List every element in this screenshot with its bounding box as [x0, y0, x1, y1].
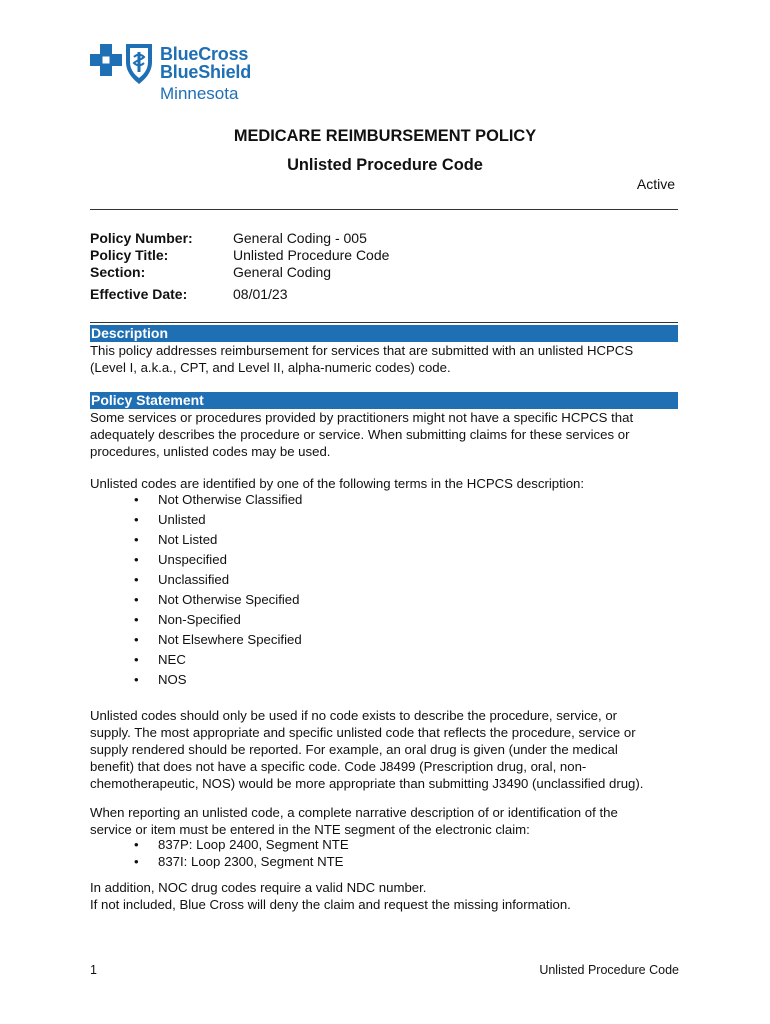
text-line: Some services or procedures provided by practitioners might not have a specific HCPCS that [90, 410, 634, 425]
list-item [90, 610, 302, 630]
text-line: supply rendered should be reported. For example, an oral drug is given (under the medical [90, 742, 618, 757]
list-item-text: Unspecified [158, 552, 227, 567]
terms-intro: Unlisted codes are identified by one of the following terms in the HCPCS description: [90, 476, 585, 491]
document-title: MEDICARE REIMBURSEMENT POLICY [233, 127, 537, 145]
policy-title-value: Unlisted Procedure Code [233, 247, 390, 263]
section-value: General Coding [233, 264, 332, 280]
logo-emblem [90, 42, 156, 86]
list-item-text: Unlisted [158, 512, 206, 527]
policy-number-value: General Coding - 005 [233, 230, 367, 246]
bullet-icon: • [134, 632, 139, 647]
brand-name-line-1: BlueCross [160, 44, 249, 64]
list-item-text: NEC [158, 652, 186, 667]
list-item [90, 530, 302, 550]
text-line: chemotherapeutic, NOS) would be more appropriate than submitting J3490 (unclassified drug). [90, 776, 644, 791]
policy-title-label: Policy Title: [90, 247, 169, 263]
list-item [90, 510, 302, 530]
list-item-text: Not Otherwise Specified [158, 592, 300, 607]
usage-paragraph [90, 707, 680, 792]
policy-statement-intro [90, 409, 680, 460]
bullet-icon: • [134, 552, 139, 567]
list-item [90, 550, 302, 570]
brand-name-line-2: BlueShield [160, 62, 252, 82]
list-item [90, 853, 349, 870]
effective-date-label: Effective Date: [90, 286, 188, 302]
shield-icon [126, 44, 152, 84]
bullet-icon: • [134, 512, 139, 527]
document-subtitle: Unlisted Procedure Code [287, 156, 483, 174]
list-item-text: 837I: Loop 2300, Segment NTE [158, 854, 344, 869]
text-line: benefit) that does not have a specific code. Code J8499 (Prescription drug, oral, non- [90, 759, 587, 774]
bullet-icon: • [134, 532, 139, 547]
text-line: supply. The most appropriate and specific unlisted code that reflects the procedure, service or [90, 725, 636, 740]
list-item-text: Non-Specified [158, 612, 241, 627]
text-line: (Level I, a.k.a., CPT, and Level II, alpha-numeric codes) code. [90, 360, 451, 375]
text-line: In addition, NOC drug codes require a valid NDC number. [90, 880, 427, 895]
bullet-icon: • [134, 837, 139, 852]
list-item [90, 650, 302, 670]
section-label: Section: [90, 264, 146, 280]
policy-number-label: Policy Number: [90, 230, 193, 246]
footer-document-name: Unlisted Procedure Code [539, 963, 679, 977]
description-heading: Description [90, 325, 678, 342]
list-item [90, 590, 302, 610]
text-line: This policy addresses reimbursement for services that are submitted with an unlisted HCPCS [90, 343, 634, 358]
list-item-text: NOS [158, 672, 187, 687]
policy-statement-heading: Policy Statement [90, 392, 678, 409]
bullet-icon: • [134, 854, 139, 869]
bullet-icon: • [134, 672, 139, 687]
policy-status: Active [636, 176, 675, 192]
page-number: 1 [90, 963, 97, 977]
bullet-icon: • [134, 572, 139, 587]
reporting-paragraph [90, 804, 680, 838]
list-item [90, 836, 349, 853]
list-item [90, 490, 302, 510]
cross-icon [90, 44, 122, 76]
company-logo [90, 40, 280, 112]
reporting-list [90, 836, 349, 870]
bullet-icon: • [134, 592, 139, 607]
bullet-icon: • [134, 652, 139, 667]
header-divider [90, 209, 678, 210]
text-line: procedures, unlisted codes may be used. [90, 444, 331, 459]
text-line: service or item must be entered in the NTE segment of the electronic claim: [90, 822, 530, 837]
list-item [90, 630, 302, 650]
list-item-text: Not Otherwise Classified [158, 492, 303, 507]
effective-date-value: 08/01/23 [233, 286, 288, 302]
terms-list [90, 490, 302, 690]
list-item-text: Not Elsewhere Specified [158, 632, 302, 647]
text-line: If not included, Blue Cross will deny the claim and request the missing information. [90, 897, 571, 912]
list-item [90, 570, 302, 590]
text-line: adequately describes the procedure or service. When submitting claims for these services or [90, 427, 630, 442]
bullet-icon: • [134, 612, 139, 627]
closing-paragraph [90, 879, 680, 913]
list-item-text: Not Listed [158, 532, 218, 547]
bullet-icon: • [134, 492, 139, 507]
text-line: When reporting an unlisted code, a complete narrative description of or identification of the [90, 805, 618, 820]
list-item-text: 837P: Loop 2400, Segment NTE [158, 837, 349, 852]
list-item [90, 670, 302, 690]
description-text [90, 342, 680, 376]
info-divider [90, 322, 678, 323]
brand-region: Minnesota [160, 84, 239, 103]
list-item-text: Unclassified [158, 572, 230, 587]
text-line: Unlisted codes should only be used if no code exists to describe the procedure, service, or [90, 708, 618, 723]
